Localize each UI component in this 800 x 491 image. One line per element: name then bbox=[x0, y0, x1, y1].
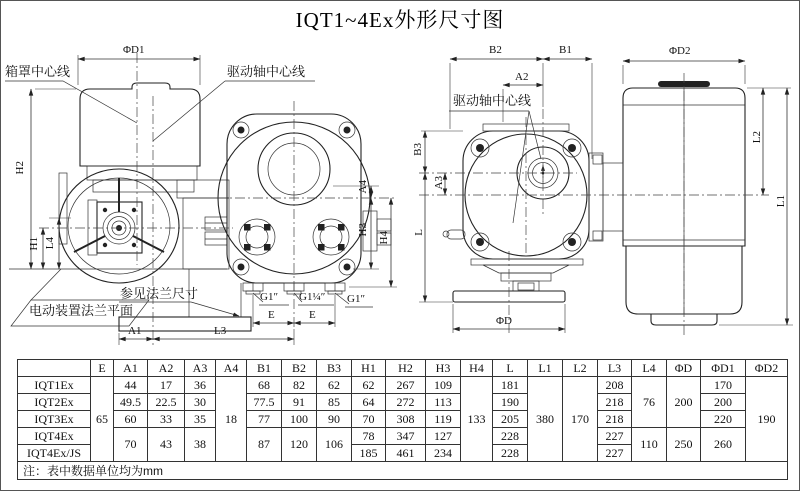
thread-label-middle: G1¼″ bbox=[299, 291, 326, 303]
table-cell: 77 bbox=[247, 411, 282, 428]
table-cell: 205 bbox=[493, 411, 528, 428]
table-cell: 127 bbox=[426, 428, 461, 445]
table-cell: 181 bbox=[493, 377, 528, 394]
dim-label-a1: A1 bbox=[128, 325, 142, 337]
note-drive-centerline-right: 驱动轴中心线 bbox=[453, 93, 532, 108]
model-cell: IQT3Ex bbox=[18, 411, 91, 428]
table-note: 注：表中数据单位均为mm bbox=[18, 462, 788, 480]
header-cell: L3 bbox=[598, 360, 632, 377]
table-cell: 30 bbox=[185, 394, 216, 411]
dim-label-h1: H1 bbox=[28, 237, 40, 251]
thread-label-right: G1″ bbox=[347, 293, 366, 305]
table-cell: 65 bbox=[91, 377, 114, 462]
header-cell: A4 bbox=[216, 360, 247, 377]
model-cell: IQT2Ex bbox=[18, 394, 91, 411]
table-cell: 120 bbox=[282, 428, 317, 462]
model-cell: IQT1Ex bbox=[18, 377, 91, 394]
table-cell: 35 bbox=[185, 411, 216, 428]
table-cell: 64 bbox=[352, 394, 386, 411]
table-cell: 347 bbox=[386, 428, 426, 445]
dim-label-a4: A4 bbox=[357, 180, 369, 194]
page-title: IQT1~4Ex外形尺寸图 bbox=[295, 8, 505, 32]
dim-label-a3: A3 bbox=[433, 176, 445, 190]
table-cell: 62 bbox=[317, 377, 352, 394]
table-cell: 227 bbox=[598, 428, 632, 445]
header-cell: B1 bbox=[247, 360, 282, 377]
dim-label-b3: B3 bbox=[412, 143, 424, 156]
table-cell: 78 bbox=[352, 428, 386, 445]
table-cell: 110 bbox=[632, 428, 667, 462]
table-cell: 461 bbox=[386, 445, 426, 462]
table-cell: 200 bbox=[667, 377, 701, 428]
header-cell: B2 bbox=[282, 360, 317, 377]
table-cell: 170 bbox=[701, 377, 746, 394]
dim-label-b1: B1 bbox=[559, 44, 572, 56]
header-cell: A3 bbox=[185, 360, 216, 377]
header-cell: H1 bbox=[352, 360, 386, 377]
table-cell: 60 bbox=[114, 411, 148, 428]
table-cell: 170 bbox=[563, 377, 598, 462]
dim-label-a2: A2 bbox=[515, 71, 529, 83]
table-cell: 308 bbox=[386, 411, 426, 428]
dim-label-phid: ΦD bbox=[496, 315, 512, 327]
table-cell: 18 bbox=[216, 377, 247, 462]
table-cell: 208 bbox=[598, 377, 632, 394]
dim-label-phid1: ΦD1 bbox=[123, 44, 145, 56]
header-cell: L bbox=[493, 360, 528, 377]
table-cell: 106 bbox=[317, 428, 352, 462]
table-cell: 200 bbox=[701, 394, 746, 411]
table-cell: 113 bbox=[426, 394, 461, 411]
dim-label-l2: L2 bbox=[751, 131, 763, 144]
dim-label-phid2: ΦD2 bbox=[669, 45, 691, 57]
table-cell: 33 bbox=[148, 411, 185, 428]
table-cell: 36 bbox=[185, 377, 216, 394]
dim-label-l1: L1 bbox=[775, 195, 787, 208]
table-cell: 220 bbox=[701, 411, 746, 428]
table-cell: 85 bbox=[317, 394, 352, 411]
table-cell: 70 bbox=[352, 411, 386, 428]
dim-label-b2: B2 bbox=[489, 44, 502, 56]
model-cell: IQT4Ex bbox=[18, 428, 91, 445]
table-row bbox=[18, 377, 788, 394]
header-cell: A1 bbox=[114, 360, 148, 377]
table-cell: 234 bbox=[426, 445, 461, 462]
table-cell: 90 bbox=[317, 411, 352, 428]
model-cell: IQT4Ex/JS bbox=[18, 445, 91, 462]
header-cell: L1 bbox=[528, 360, 563, 377]
table-cell: 100 bbox=[282, 411, 317, 428]
table-cell: 82 bbox=[282, 377, 317, 394]
header-cell: H2 bbox=[386, 360, 426, 377]
table-header-row bbox=[18, 360, 788, 377]
thread-label-left: G1″ bbox=[260, 291, 279, 303]
dim-label-e-left: E bbox=[268, 309, 275, 321]
dim-label-l3: L3 bbox=[214, 325, 227, 337]
table-row bbox=[18, 428, 788, 445]
dim-label-e-right: E bbox=[309, 309, 316, 321]
header-cell: ΦD2 bbox=[746, 360, 788, 377]
table-cell: 91 bbox=[282, 394, 317, 411]
table-cell: 227 bbox=[598, 445, 632, 462]
table-cell: 133 bbox=[461, 377, 493, 462]
dimension-table bbox=[17, 359, 788, 480]
dim-label-h4: H4 bbox=[378, 231, 390, 245]
header-cell: ΦD1 bbox=[701, 360, 746, 377]
table-cell: 380 bbox=[528, 377, 563, 462]
table-cell: 218 bbox=[598, 394, 632, 411]
header-cell: B3 bbox=[317, 360, 352, 377]
table-cell: 44 bbox=[114, 377, 148, 394]
table-cell: 185 bbox=[352, 445, 386, 462]
header-cell: E bbox=[91, 360, 114, 377]
table-cell: 76 bbox=[632, 377, 667, 428]
table-cell: 228 bbox=[493, 445, 528, 462]
header-cell: H4 bbox=[461, 360, 493, 377]
note-cover-centerline: 箱罩中心线 bbox=[5, 64, 71, 79]
table-cell: 272 bbox=[386, 394, 426, 411]
table-cell: 17 bbox=[148, 377, 185, 394]
table-note-row bbox=[18, 462, 788, 480]
table-cell: 77.5 bbox=[247, 394, 282, 411]
dim-label-h3: H3 bbox=[357, 223, 369, 237]
table-cell: 87 bbox=[247, 428, 282, 462]
table-cell: 190 bbox=[746, 377, 788, 462]
table-cell: 68 bbox=[247, 377, 282, 394]
table-cell: 22.5 bbox=[148, 394, 185, 411]
table-cell: 109 bbox=[426, 377, 461, 394]
table-cell: 43 bbox=[148, 428, 185, 462]
header-cell bbox=[18, 360, 91, 377]
table-cell: 250 bbox=[667, 428, 701, 462]
header-cell: L2 bbox=[563, 360, 598, 377]
dim-label-l: L bbox=[413, 229, 425, 236]
header-cell: L4 bbox=[632, 360, 667, 377]
header-cell: A2 bbox=[148, 360, 185, 377]
dim-label-l4: L4 bbox=[44, 237, 56, 250]
table-cell: 228 bbox=[493, 428, 528, 445]
table-cell: 218 bbox=[598, 411, 632, 428]
note-see-flange: 参见法兰尺寸 bbox=[120, 286, 199, 301]
dim-label-h2: H2 bbox=[14, 161, 26, 175]
table-cell: 62 bbox=[352, 377, 386, 394]
table-cell: 267 bbox=[386, 377, 426, 394]
header-cell: ΦD bbox=[667, 360, 701, 377]
note-flange-plane: 电动装置法兰平面 bbox=[29, 303, 134, 318]
table-cell: 260 bbox=[701, 428, 746, 462]
header-cell: H3 bbox=[426, 360, 461, 377]
table-cell: 190 bbox=[493, 394, 528, 411]
drawing-area bbox=[1, 1, 800, 356]
note-drive-centerline-left: 驱动轴中心线 bbox=[227, 64, 306, 79]
table-cell: 70 bbox=[114, 428, 148, 462]
table-cell: 38 bbox=[185, 428, 216, 462]
table-cell: 119 bbox=[426, 411, 461, 428]
table-cell: 49.5 bbox=[114, 394, 148, 411]
left-view bbox=[5, 53, 397, 345]
